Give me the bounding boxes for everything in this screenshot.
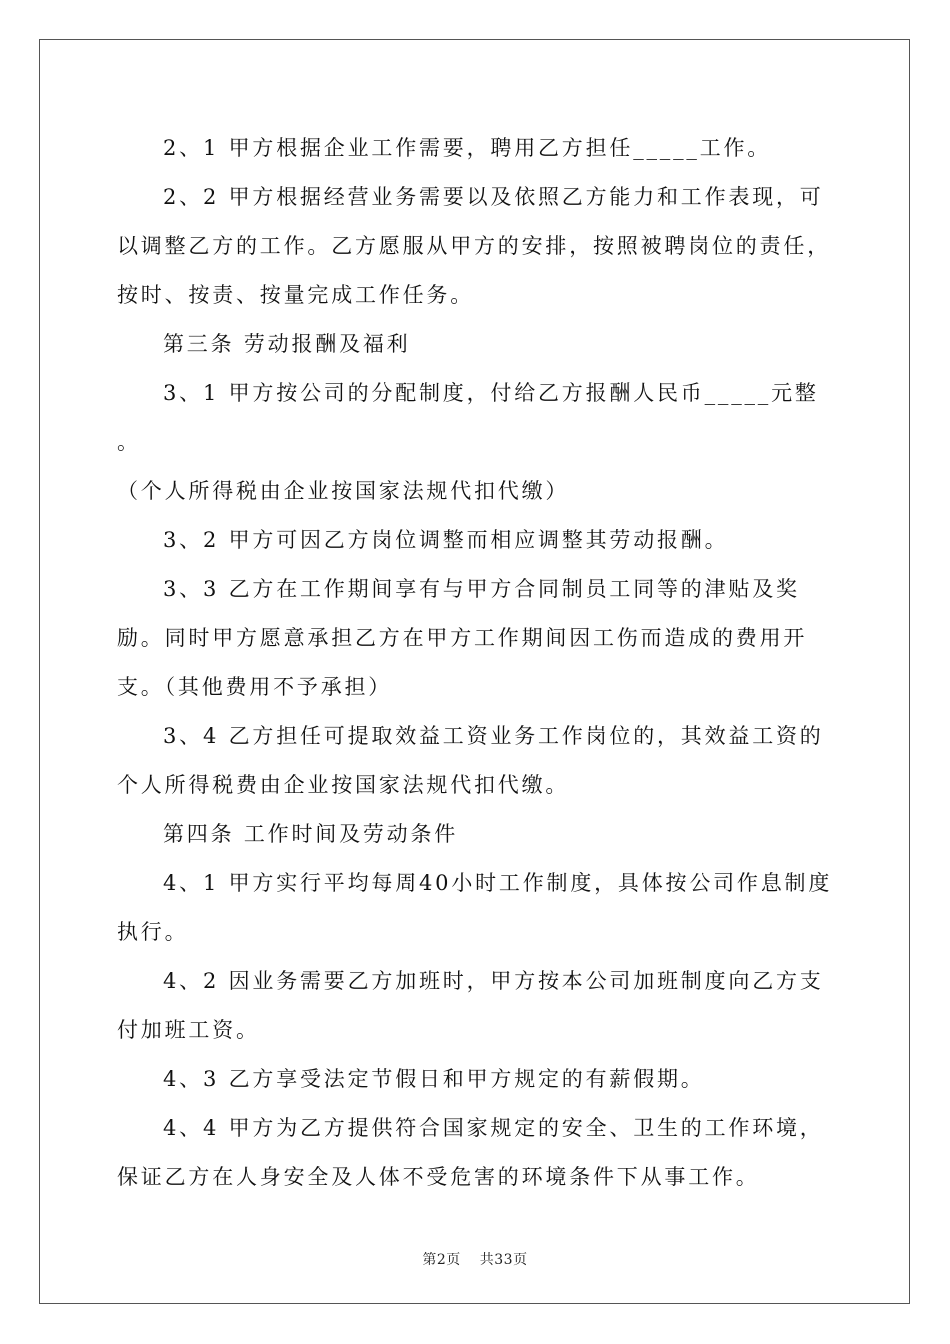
clause-3-1-note: （个人所得税由企业按国家法规代扣代缴） bbox=[117, 479, 570, 503]
clause-4-2: 4、2 因业务需要乙方加班时，甲方按本公司加班制度向乙方支付加班工资。 bbox=[117, 969, 824, 1042]
page-number: 第2页 bbox=[422, 1252, 461, 1268]
clause-4-4: 4、4 甲方为乙方提供符合国家规定的安全、卫生的工作环境，保证乙方在人身安全及人体不受危害的环境条件下从事工作。 bbox=[117, 1116, 824, 1189]
clause-2-1: 2、1 甲方根据企业工作需要，聘用乙方担任_____工作。 bbox=[163, 136, 772, 160]
clause-4-1: 4、1 甲方实行平均每周40小时工作制度，具体按公司作息制度执行。 bbox=[117, 871, 833, 944]
clause-3-2: 3、2 甲方可因乙方岗位调整而相应调整其劳动报酬。 bbox=[163, 528, 729, 552]
clause-3-4: 3、4 乙方担任可提取效益工资业务工作岗位的，其效益工资的个人所得税费由企业按国家法规代扣代缴。 bbox=[117, 724, 824, 797]
clause-3-1: 3、1 甲方按公司的分配制度，付给乙方报酬人民币_____元整 。 bbox=[117, 381, 819, 454]
clause-4-3: 4、3 乙方享受法定节假日和甲方规定的有薪假期。 bbox=[163, 1067, 705, 1091]
page-footer bbox=[0, 1249, 950, 1269]
section-heading-article-4: 第四条 工作时间及劳动条件 bbox=[163, 822, 459, 846]
clause-2-2: 2、2 甲方根据经营业务需要以及依照乙方能力和工作表现，可以调整乙方的工作。乙方愿服从甲方的安排，按照被聘岗位的责任，按时、按责、按量完成工作任务。 bbox=[117, 185, 831, 307]
clause-3-3: 3、3 乙方在工作期间享有与甲方合同制员工同等的津贴及奖励。同时甲方愿意承担乙方在甲方工作期间因工伤而造成的费用开支。（其他费用不予承担） bbox=[117, 577, 808, 699]
page-total: 共33页 bbox=[479, 1252, 528, 1268]
document-body bbox=[117, 124, 837, 1202]
section-heading-article-3: 第三条 劳动报酬及福利 bbox=[163, 332, 411, 356]
